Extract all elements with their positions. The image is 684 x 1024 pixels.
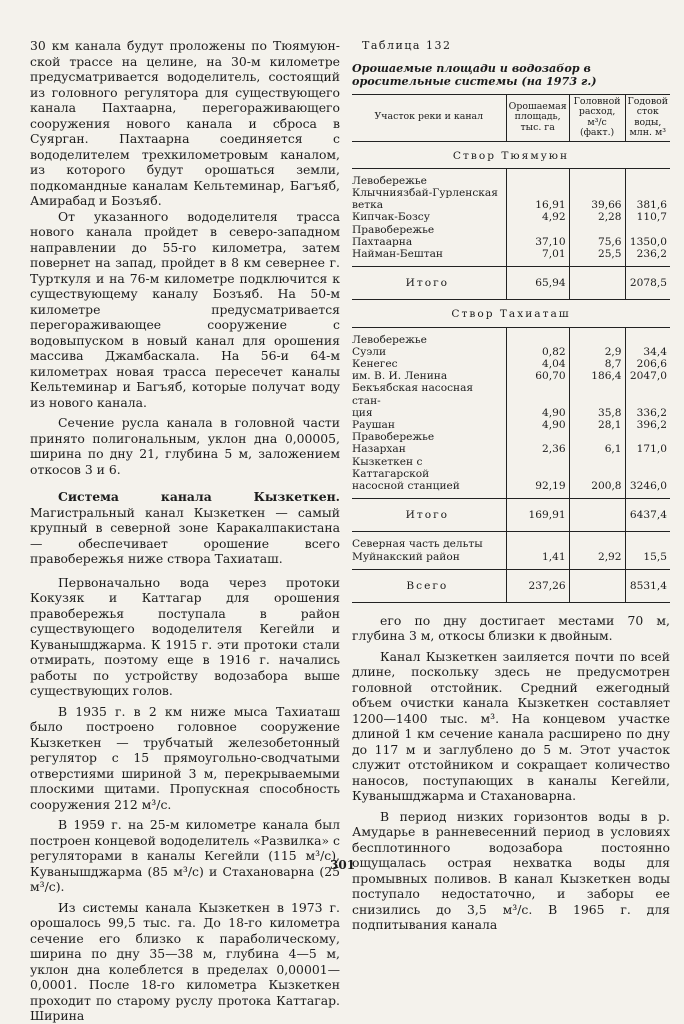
cell-area: 65,94 <box>506 267 569 300</box>
cell-flow: 25,5 <box>569 248 625 260</box>
total-label: Итого <box>352 267 506 300</box>
table-title: Орошаемые площади и водозабор в оросительные системы (на 1973 г.) <box>352 60 597 88</box>
table-row <box>352 551 670 563</box>
cell-area: 1,41 <box>506 551 569 563</box>
cell-stock <box>625 175 670 187</box>
paragraph: В период низких горизонтов воды в р. Амударье в ранневесенний период в условиях бесплотинного водозабора постоянно ощущалась острая нехватка воды для промывных поливов. В канал Кызкеткен воды поступало недостаточно, и заборы ее снизились до 3,5 м³/с. В 1965 г. для подпитывания канала <box>352 808 670 933</box>
row-name: Клычниязбай-Гурленская <box>352 186 498 199</box>
table-row <box>352 199 670 211</box>
cell-flow <box>569 569 625 602</box>
row-name: Кенегес <box>352 357 398 370</box>
header-area: Орошаемая площадь, тыс. га <box>506 94 569 141</box>
cell-flow: 39,66 <box>569 199 625 211</box>
cell-area: 4,90 <box>506 419 569 431</box>
paragraph: В 1935 г. в 2 км ниже мыса Тахиаташ было построено головное сооружение Кызкеткен — трубчатый железобетонный регулятор с 15 прямоугольно-сводчатыми отверстиями шириной 3 м, перекрываемыми плоскими щитами. Пропускная способность сооружения 212 м³/с. <box>30 703 340 812</box>
row-name: Кипчак-Бозсу <box>352 211 430 224</box>
table-row <box>352 431 670 443</box>
cell-stock: 2078,5 <box>625 267 670 300</box>
table-row <box>352 358 670 370</box>
section-row <box>352 141 670 168</box>
cell-area: 2,36 <box>506 443 569 455</box>
paragraph: От указанного вододелителя трасса нового канала пройдет в северо-западном направлении до 55-го километра, затем повернет на запад, пройдет в 8 км севернее г. Турткуля и на 76-м километре подключится к существующему каналу Бозъяб. На 50-м километре предусматривается перегораживающее сооружение с водовыпуском в новый канал для орошения массива Джамбаскала. На 56-и 64-м километрах новая трасса пересечет каналы Кельтеминар и Багъяб, которые получат воду из нового канала. <box>30 208 340 410</box>
cell-stock: 336,2 <box>625 407 670 419</box>
table-row <box>352 248 670 260</box>
cell-area <box>506 456 569 480</box>
cell-area: 7,01 <box>506 248 569 260</box>
cell-flow: 2,9 <box>569 346 625 358</box>
cell-area <box>506 175 569 187</box>
cell-flow: 200,8 <box>569 480 625 492</box>
row-name: Северная часть дельты <box>352 538 483 551</box>
cell-stock <box>625 382 670 406</box>
total-row <box>352 267 670 300</box>
total-label: Всего <box>352 569 506 602</box>
cell-stock: 381,6 <box>625 199 670 211</box>
table-row <box>352 382 670 406</box>
cell-area: 60,70 <box>506 370 569 382</box>
paragraph: Канал Кызкеткен заиляется почти по всей длине, поскольку здесь не предусмотрен головной отстойник. Средний ежегодный объем очистки канала Кызкеткен составляет 1200—1400 тыс. м³. На концевом участке длиной 1 км сечение канала расширено по дну до 117 м и заглублено до 5 м. Этот участок служит отстойником и сокращает количество наносов, поступающих в каналы Кегейли, Куванышджарма и Стахановарна. <box>352 648 670 804</box>
cell-flow: 6,1 <box>569 443 625 455</box>
table-row <box>352 480 670 492</box>
cell-flow <box>569 334 625 346</box>
cell-stock: 110,7 <box>625 211 670 223</box>
cell-flow: 75,6 <box>569 236 625 248</box>
paragraph: его по дну достигает местами 70 м, глубина 3 м, откосы близки к двойным. <box>352 612 670 644</box>
table-row <box>352 175 670 187</box>
cell-flow: 186,4 <box>569 370 625 382</box>
left-column <box>30 38 340 1024</box>
cell-stock: 3246,0 <box>625 480 670 492</box>
row-name: Бекъябская насосная стан- <box>352 382 474 407</box>
row-name: Назархан <box>352 443 406 456</box>
cell-area: 92,19 <box>506 480 569 492</box>
cell-stock <box>625 187 670 199</box>
table-row <box>352 456 670 480</box>
table-row <box>352 211 670 223</box>
table-header-row <box>352 94 670 141</box>
cell-stock: 206,6 <box>625 358 670 370</box>
row-name: Пахтаарна <box>352 235 413 248</box>
cell-area <box>506 334 569 346</box>
paragraph: Сечение русла канала в головной части принято полигональным, уклон дна 0,00005, ширина по дну 21, глубина 5 м, заложением откосов 3 и 6. <box>30 415 340 477</box>
row-name: Левобережье <box>352 174 427 187</box>
table-row <box>352 346 670 358</box>
cell-stock <box>625 431 670 443</box>
section-row <box>352 300 670 327</box>
cell-area: 4,04 <box>506 358 569 370</box>
cell-stock: 8531,4 <box>625 569 670 602</box>
cell-area: 4,92 <box>506 211 569 223</box>
row-name: Найман-Бештан <box>352 247 443 260</box>
table-body-delta <box>352 532 670 603</box>
cell-flow: 28,1 <box>569 419 625 431</box>
header-stock: Годовой сток воды, млн. м³ <box>625 94 670 141</box>
grand-total-row <box>352 569 670 602</box>
table-row <box>352 370 670 382</box>
page-number: 301 <box>330 858 356 872</box>
table-row <box>352 407 670 419</box>
paragraph: Первоначально вода через протоки Кокузяк и Каттагар для орошения правобережья поступала в район существующего вододелителя Кегейли и Куванышджарма. К 1915 г. эти протоки стали отмирать, поэтому еще в 1916 г. начались работы по устройству водозабора выше существующих голов. <box>30 574 340 698</box>
cell-flow: 35,8 <box>569 407 625 419</box>
cell-stock <box>625 334 670 346</box>
cell-flow <box>569 456 625 480</box>
row-name: Суэли <box>352 345 387 358</box>
cell-flow <box>569 187 625 199</box>
cell-flow <box>569 175 625 187</box>
cell-stock: 2047,0 <box>625 370 670 382</box>
right-column <box>352 38 670 933</box>
table-body-tahiatash <box>352 300 670 532</box>
header-flow: Головной расход, м³/с (факт.) <box>569 94 625 141</box>
total-label: Итого <box>352 499 506 532</box>
paragraph: Из системы канала Кызкеткен в 1973 г. орошалось 99,5 тыс. га. До 18-го километра сечение его близко к параболическому, ширина по дну 35—38 м, глубина 4—5 м, уклон дна колеблется в пределах 0,00001—0,0001. После 18-го километра Кызкеткен проходит по старому руслу протока Каттагар. Ширина <box>30 899 340 1023</box>
cell-stock: 171,0 <box>625 443 670 455</box>
cell-area: 237,26 <box>506 569 569 602</box>
cell-flow: 2,92 <box>569 551 625 563</box>
section-text: Магистральный канал Кызкеткен — самый крупный в северной зоне Каракалпакистана — обеспечивает орошение всего правобережья ниже створа Тахиаташ. <box>30 504 340 566</box>
row-name: ция <box>352 406 373 419</box>
cell-stock: 236,2 <box>625 248 670 260</box>
total-row <box>352 499 670 532</box>
row-name: Правобережье <box>352 223 435 236</box>
cell-stock <box>625 224 670 236</box>
row-name: Кызкеткен с Каттагарской <box>352 455 430 480</box>
cell-flow <box>569 499 625 532</box>
row-name: им. В. И. Ленина <box>352 370 448 383</box>
cell-flow <box>569 431 625 443</box>
table-row <box>352 443 670 455</box>
cell-stock: 15,5 <box>625 551 670 563</box>
section-label: Створ Тюямуюн <box>352 141 670 168</box>
cell-area <box>506 382 569 406</box>
row-name: Правобережье <box>352 431 435 444</box>
cell-area: 37,10 <box>506 236 569 248</box>
table-number: Таблица 132 <box>362 39 452 52</box>
cell-stock: 6437,4 <box>625 499 670 532</box>
table-row <box>352 224 670 236</box>
cell-stock: 34,4 <box>625 346 670 358</box>
cell-area <box>506 187 569 199</box>
table-row <box>352 334 670 346</box>
row-name: Муйнакский район <box>352 550 460 563</box>
table-row <box>352 419 670 431</box>
section-paragraph <box>30 489 340 567</box>
section-label: Створ Тахиаташ <box>352 300 670 327</box>
cell-flow: 8,7 <box>569 358 625 370</box>
section-heading: Система канала Кызкеткен. <box>58 489 340 504</box>
cell-stock <box>625 456 670 480</box>
table-row <box>352 187 670 199</box>
cell-area: 4,90 <box>506 407 569 419</box>
header-section: Участок реки и канал <box>352 94 506 141</box>
cell-stock: 396,2 <box>625 419 670 431</box>
cell-stock: 1350,0 <box>625 236 670 248</box>
paragraph: 30 км канала будут проложены по Тюямуюн-ской трассе на целине, на 30-м километре предусматривается вододелитель, состоящий из головного регулятора для существующего канала Пахтаарна, перегораживающего сооружения нового канала и сброса в Суярган. Пахтаарна соединяется с вододелителем трехкилометровым каналом, из которого будут орошаться земли, подкомандные каналам Кельтеминар, Багъяб, Амирабад и Бозъяб. <box>30 38 340 208</box>
row-name: ветка <box>352 199 384 212</box>
cell-area <box>506 431 569 443</box>
paragraph: В 1959 г. на 25-м километре канала был построен концевой вододелитель «Развилка» с регуляторами в каналы Кегейли (115 м³/с), Куванышджарма (85 м³/с) и Стахановарна (25 м³/с). <box>30 817 340 894</box>
table-row <box>352 236 670 248</box>
cell-flow <box>569 224 625 236</box>
cell-area <box>506 224 569 236</box>
row-name: Левобережье <box>352 333 427 346</box>
row-name: Раушан <box>352 418 395 431</box>
row-name: насосной станцией <box>352 479 460 492</box>
right-text <box>352 613 670 933</box>
cell-area: 0,82 <box>506 346 569 358</box>
cell-flow <box>569 382 625 406</box>
data-table <box>352 94 670 603</box>
cell-flow: 2,28 <box>569 211 625 223</box>
cell-flow <box>569 267 625 300</box>
cell-area: 169,91 <box>506 499 569 532</box>
table-body-tuyamuyun <box>352 141 670 300</box>
cell-area: 16,91 <box>506 199 569 211</box>
table-row <box>352 538 670 550</box>
